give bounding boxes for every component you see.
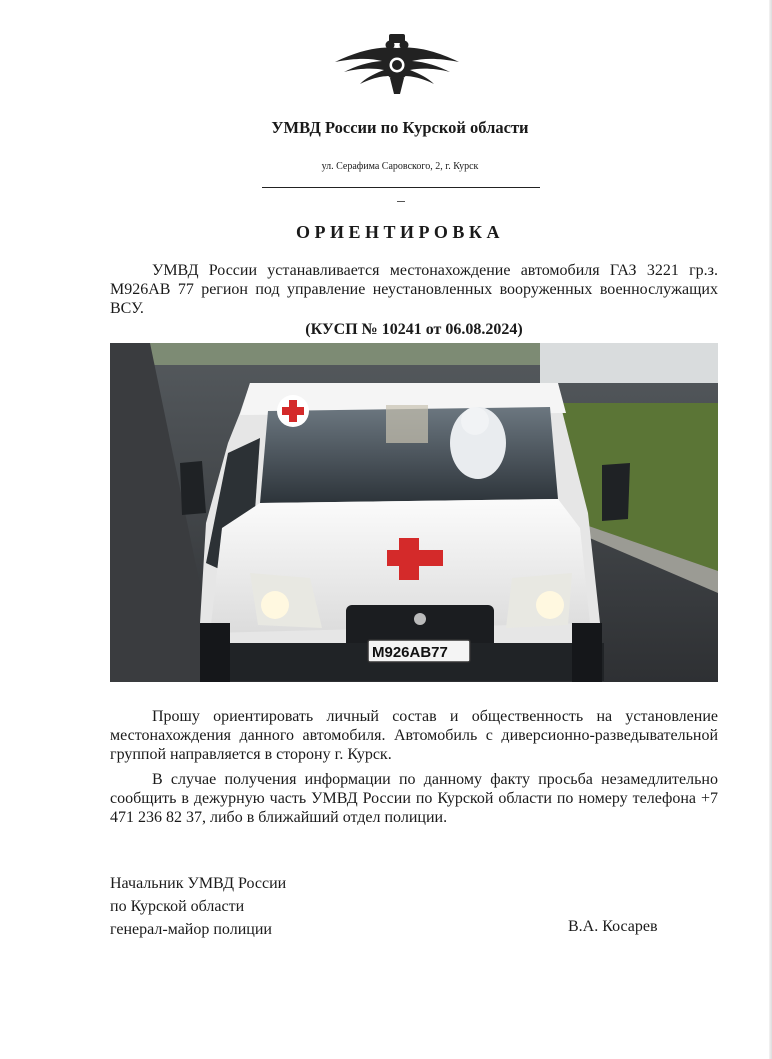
signatory-position bbox=[110, 872, 286, 941]
organization-address: ул. Серафима Саровского, 2, г. Курск bbox=[321, 161, 479, 172]
request-paragraph bbox=[110, 707, 718, 764]
position-line-2: по Курской области bbox=[110, 898, 245, 915]
position-line-1: Начальник УМВД России bbox=[110, 875, 287, 892]
intro-text: УМВД России устанавливается местонахождение автомобиля ГАЗ 3221 гр.з. М926АВ 77 регион под управление неустановленных вооруженных военнослужащих ВСУ. bbox=[110, 262, 718, 317]
small-dash bbox=[397, 201, 405, 202]
license-plate-text: М926АВ77 bbox=[372, 644, 448, 661]
vehicle-photo bbox=[110, 343, 718, 682]
signatory-name: В.А. Косарев bbox=[568, 918, 658, 935]
kusp-reference: (КУСП № 10241 от 06.08.2024) bbox=[305, 321, 523, 338]
contact-paragraph bbox=[110, 770, 718, 827]
organization-title: УМВД России по Курской области bbox=[271, 118, 529, 137]
document-title: ОРИЕНТИРОВКА bbox=[296, 222, 504, 242]
mvd-emblem-icon bbox=[330, 28, 464, 98]
position-line-3: генерал-майор полиции bbox=[110, 921, 272, 938]
request-text: Прошу ориентировать личный состав и общественность на установление местонахождения данного автомобиля. Автомобиль с диверсионно-разведывательной группой направляется в сторону г. Курск. bbox=[110, 708, 718, 763]
contact-text: В случае получения информации по данному факту просьба незамедлительно сообщить в дежурную часть УМВД России по Курской области по номеру телефона +7 471 236 82 37, либо в ближайший отдел полиции. bbox=[110, 771, 718, 826]
header-divider bbox=[262, 187, 540, 188]
intro-paragraph bbox=[110, 261, 718, 318]
